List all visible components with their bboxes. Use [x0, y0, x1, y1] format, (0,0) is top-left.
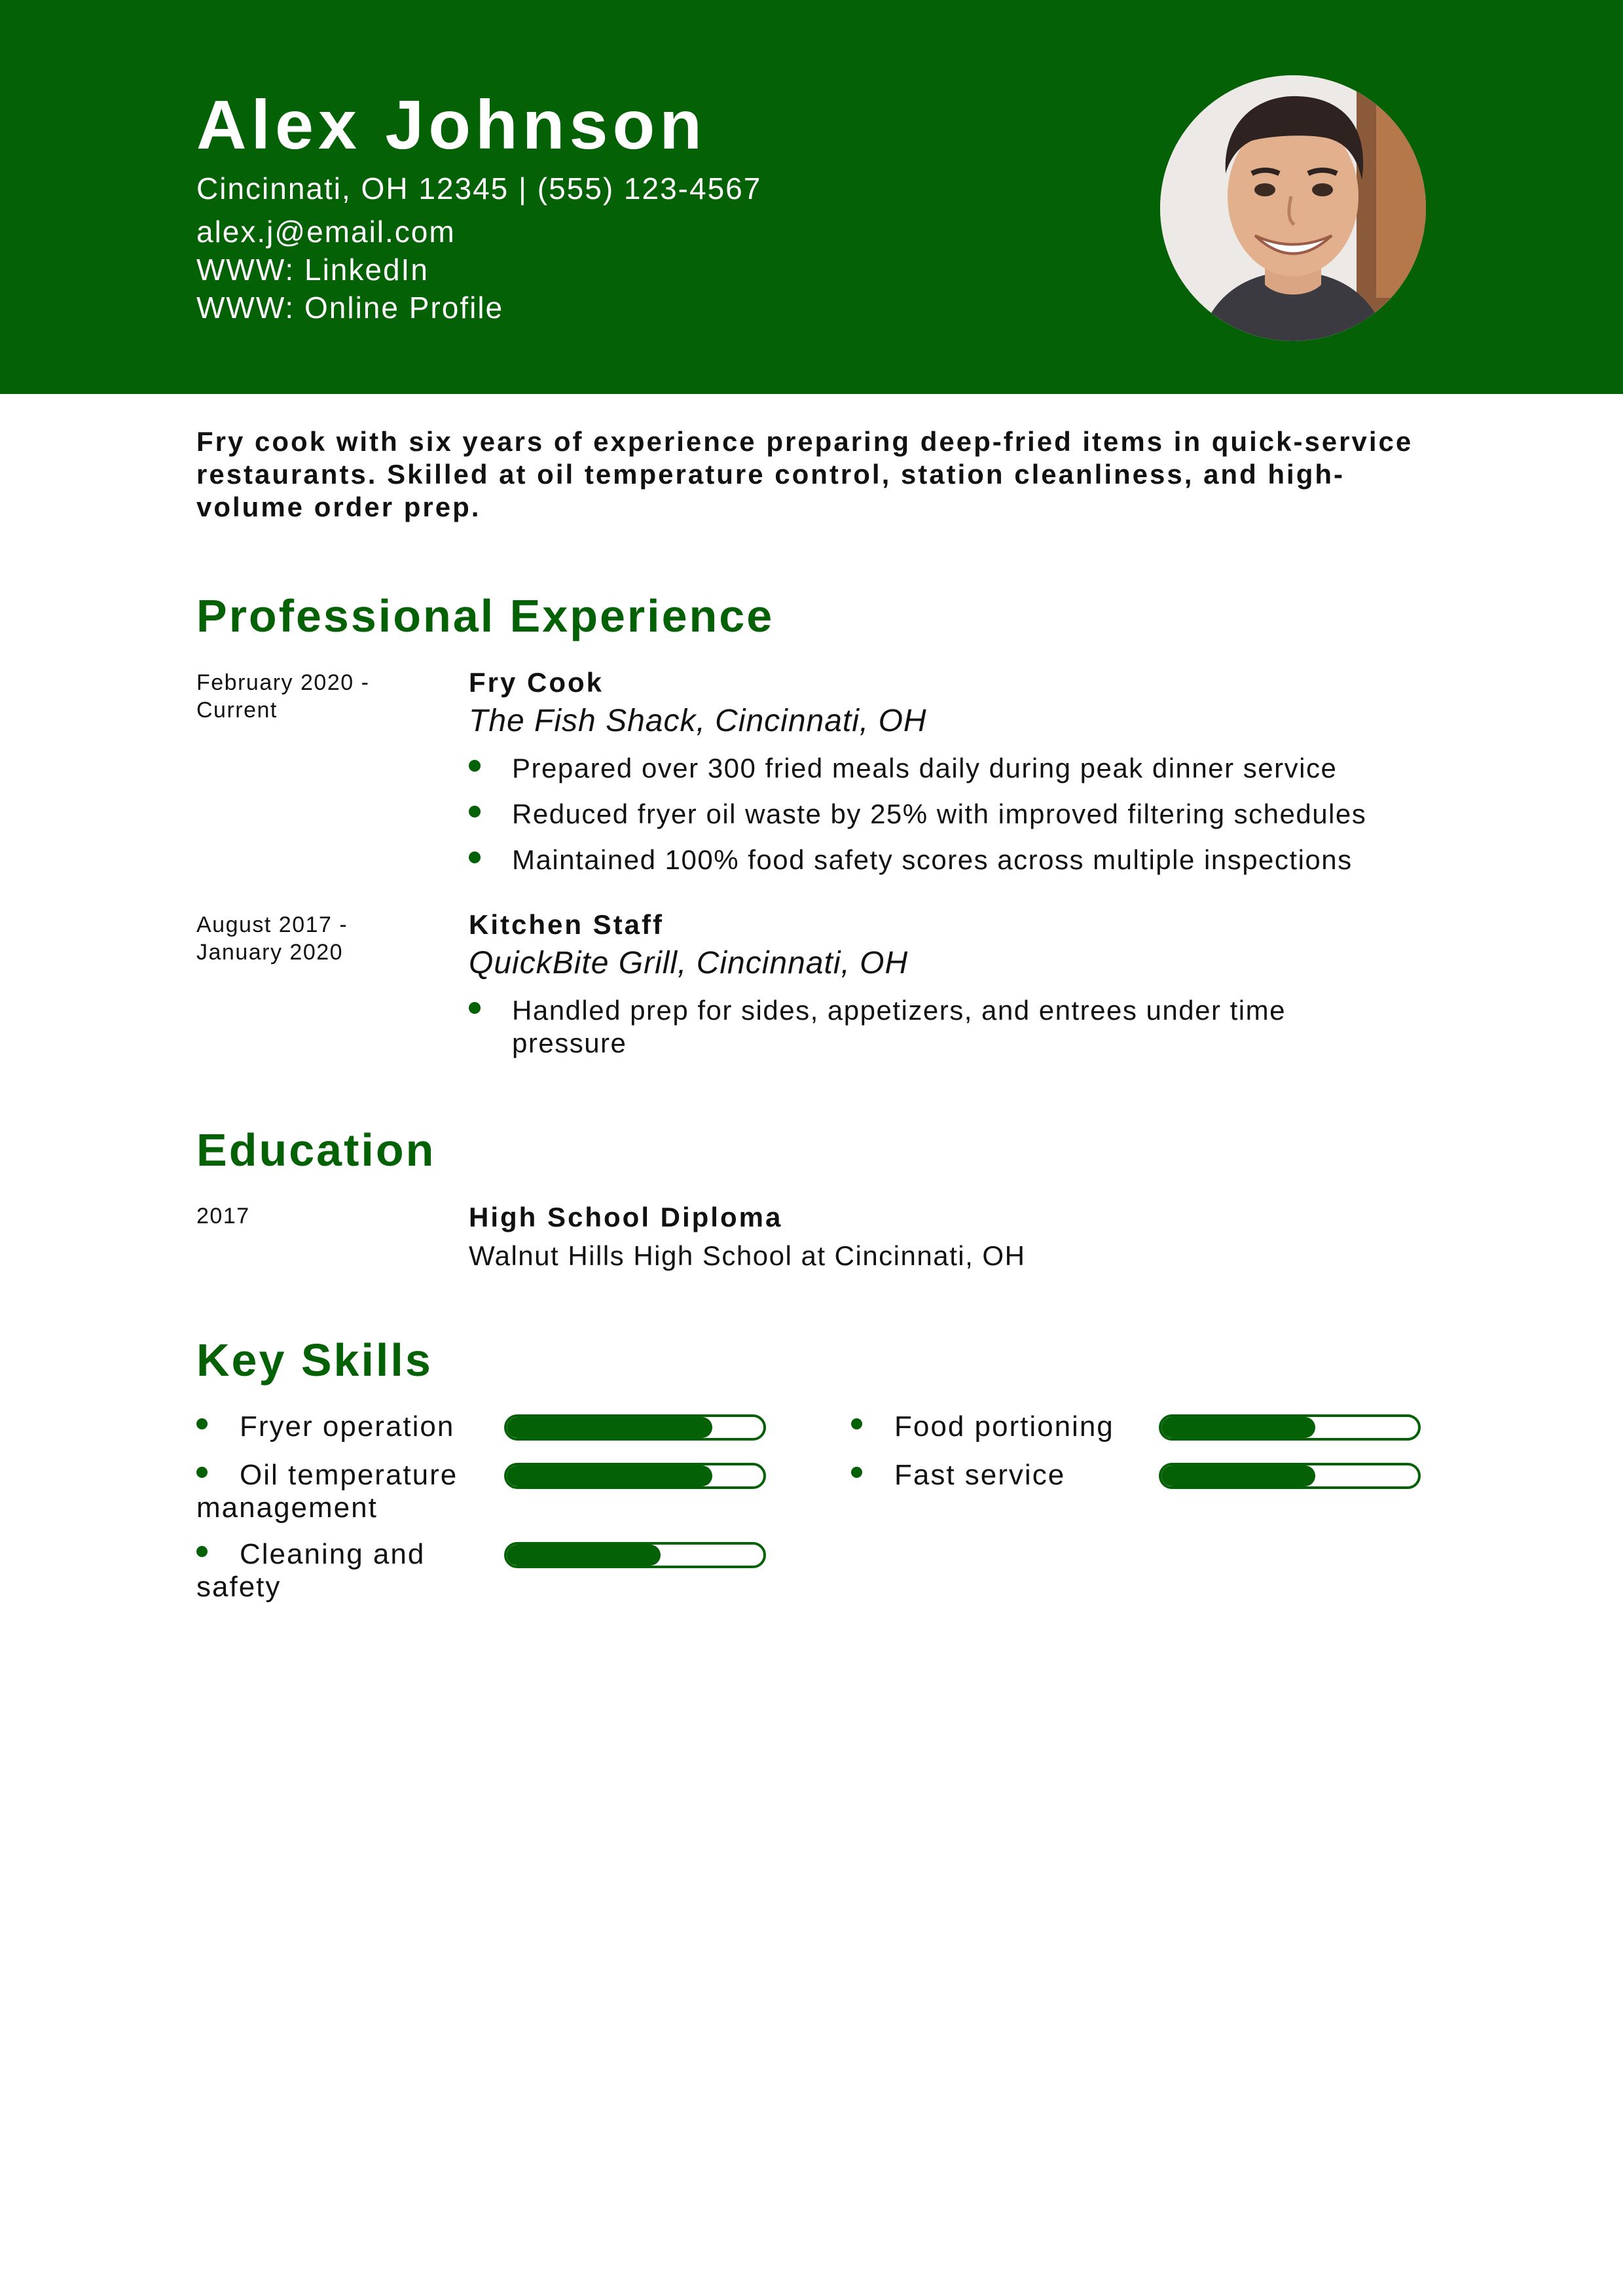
- skill-level-fill: [507, 1465, 712, 1486]
- dot-icon: [851, 1418, 862, 1429]
- skill-label: Food portioning: [894, 1410, 1114, 1443]
- location-phone: Cincinnati, OH 12345 | (555) 123-4567: [196, 171, 762, 206]
- skill-level-fill: [507, 1417, 712, 1438]
- list-item: [469, 752, 1425, 785]
- skill-level-bar: [1159, 1463, 1421, 1489]
- skill-level-bar: [504, 1542, 766, 1568]
- bullet-text: Maintained 100% food safety scores across multiple inspections: [512, 844, 1353, 875]
- skill-item: [851, 1459, 1139, 1492]
- header-banner: [0, 0, 1623, 394]
- bullet-text: Reduced fryer oil waste by 25% with improved filtering schedules: [512, 798, 1367, 829]
- skill-level-fill: [1161, 1417, 1315, 1438]
- dot-icon: [469, 806, 481, 817]
- skill-label: Oil temperature management: [196, 1459, 458, 1524]
- profile-photo: [1160, 75, 1426, 341]
- job-company: The Fish Shack, Cincinnati, OH: [469, 704, 927, 738]
- education-degree: High School Diploma: [469, 1202, 783, 1232]
- job-title: Kitchen Staff: [469, 909, 665, 940]
- job-company: QuickBite Grill, Cincinnati, OH: [469, 946, 909, 980]
- skill-label: Cleaning and safety: [196, 1538, 426, 1603]
- dot-icon: [469, 1002, 481, 1014]
- email-link[interactable]: alex.j@email.com: [196, 215, 456, 249]
- job-date: August 2017 - January 2020: [196, 912, 348, 965]
- section-title-experience: Professional Experience: [196, 590, 775, 641]
- skill-level-fill: [1161, 1465, 1315, 1486]
- skill-label: Fast service: [894, 1459, 1066, 1491]
- online-profile-link[interactable]: WWW: Online Profile: [196, 291, 504, 325]
- skill-item: [196, 1459, 484, 1524]
- education-school: Walnut Hills High School at Cincinnati, OH: [469, 1240, 1026, 1271]
- candidate-name: Alex Johnson: [196, 86, 707, 164]
- skill-level-bar: [504, 1414, 766, 1441]
- dot-icon: [469, 852, 481, 863]
- bullet-text: Handled prep for sides, appetizers, and entrees under time pressure: [512, 995, 1286, 1058]
- skill-label: Fryer operation: [240, 1410, 455, 1443]
- bullet-text: Prepared over 300 fried meals daily during peak dinner service: [512, 753, 1338, 783]
- skill-item: [196, 1410, 484, 1443]
- dot-icon: [196, 1418, 208, 1429]
- skill-level-fill: [507, 1545, 661, 1566]
- skill-item: [851, 1410, 1139, 1443]
- skill-level-bar: [504, 1463, 766, 1489]
- job-title: Fry Cook: [469, 667, 604, 698]
- skill-item: [196, 1538, 484, 1604]
- job-date: February 2020 - Current: [196, 670, 370, 723]
- linkedin-link[interactable]: WWW: LinkedIn: [196, 253, 429, 287]
- list-item: [469, 844, 1425, 876]
- dot-icon: [469, 760, 481, 772]
- profile-photo-icon: [1160, 75, 1426, 341]
- section-title-skills: Key Skills: [196, 1335, 433, 1386]
- skill-level-bar: [1159, 1414, 1421, 1441]
- list-item: [469, 994, 1385, 1060]
- section-title-education: Education: [196, 1124, 436, 1175]
- dot-icon: [196, 1467, 208, 1478]
- professional-summary: Fry cook with six years of experience preparing deep-fried items in quick-service restaurants. Skilled at oil temperature control, station cleanliness, and high-volume order prep.: [196, 426, 1413, 522]
- dot-icon: [196, 1546, 208, 1557]
- education-date: 2017: [196, 1204, 250, 1229]
- dot-icon: [851, 1467, 862, 1478]
- list-item: [469, 798, 1425, 831]
